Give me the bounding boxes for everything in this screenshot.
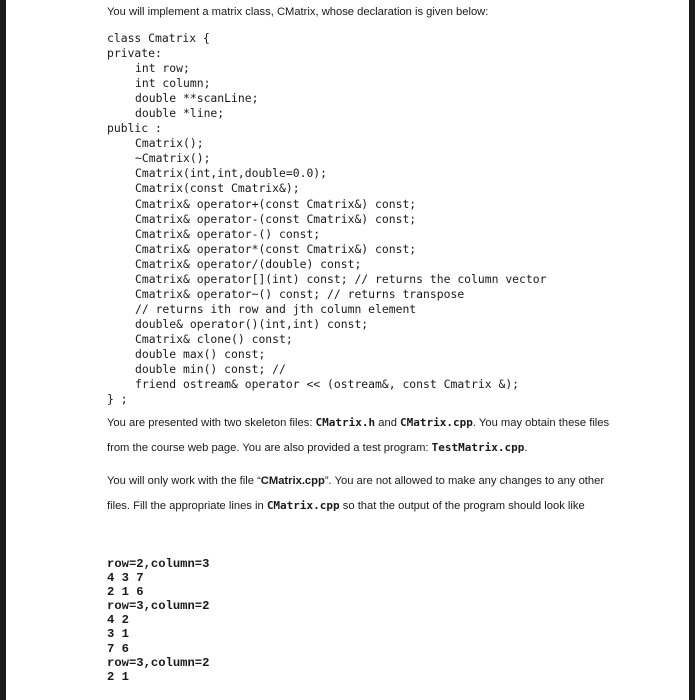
code-line: double& operator()(int,int) const; — [135, 316, 369, 331]
code-line: class Cmatrix { — [107, 31, 210, 45]
instructions-paragraph — [107, 470, 627, 518]
code-line: } ; — [107, 392, 128, 407]
expected-output — [107, 557, 209, 684]
code-line: Cmatrix(int,int,double=0.0); — [135, 166, 328, 181]
code-line: Cmatrix& operator-() const; — [135, 226, 321, 241]
code-line: double min() const; // — [135, 362, 286, 377]
output-line: 3 1 — [107, 627, 129, 642]
code-line: friend ostream& operator << (ostream&, const Cmatrix &); — [135, 377, 520, 392]
paragraph-text: so that the output of the program should look like — [339, 499, 585, 512]
filename-cmatrix-cpp: CMatrix.cpp — [266, 498, 340, 512]
output-line: row=3,column=2 — [107, 655, 210, 670]
code-line: double *line; — [135, 106, 225, 121]
code-line: Cmatrix& operator*(const Cmatrix&) const; — [135, 241, 417, 256]
output-line: row=2,column=3 — [107, 557, 210, 571]
code-line: Cmatrix(const Cmatrix&); — [135, 181, 300, 196]
code-line: Cmatrix& operator~() const; // returns transpose — [135, 286, 465, 301]
code-line: Cmatrix& operator+(const Cmatrix&) const; — [135, 196, 417, 211]
filename-testmatrix-cpp: TestMatrix.cpp — [431, 440, 525, 454]
output-line: row=3,column=2 — [107, 599, 210, 614]
code-line: Cmatrix& operator-(const Cmatrix&) const; — [135, 211, 417, 226]
filename-cmatrix-cpp: CMatrix.cpp — [260, 475, 325, 487]
paragraph-text: . You may obtain these files from the course web page. You are also provided a test program: — [107, 417, 610, 454]
output-line: 4 3 7 — [107, 571, 144, 586]
code-line: ~Cmatrix(); — [135, 151, 211, 166]
code-line: Cmatrix& clone() const; — [135, 331, 293, 346]
paragraph-text: and — [375, 417, 401, 429]
code-line: Cmatrix& operator[](int) const; // returns the column vector — [135, 271, 547, 286]
document-page — [6, 0, 689, 700]
code-line: Cmatrix& operator/(double) const; — [135, 256, 362, 271]
output-line: 4 2 — [107, 613, 129, 628]
code-line: private: — [107, 46, 162, 61]
filename-cmatrix-cpp: CMatrix.cpp — [400, 416, 473, 429]
code-line: Cmatrix(); — [135, 136, 204, 151]
output-line: 2 1 — [107, 669, 129, 684]
code-line: double **scanLine; — [135, 91, 259, 106]
code-line: // returns ith row and jth column element — [135, 301, 417, 316]
paragraph-text: You will only work with the file “ — [107, 475, 261, 487]
paragraph-text: ”. You are not allowed to make any changes to any other files. Fill the appropriate lines in — [107, 475, 605, 512]
code-line: int row; — [135, 61, 190, 76]
output-line: 2 1 6 — [107, 585, 144, 600]
code-line: public : — [107, 121, 162, 136]
paragraph-text: . — [524, 441, 528, 454]
code-line: int column; — [135, 76, 211, 91]
skeleton-files-paragraph — [107, 411, 627, 460]
code-line: double max() const; — [135, 346, 266, 361]
output-line: 7 6 — [107, 641, 129, 656]
paragraph-text: You are presented with two skeleton files: — [107, 417, 316, 429]
filename-cmatrix-h: CMatrix.h — [315, 416, 376, 429]
class-declaration-code — [107, 31, 546, 407]
intro-text: You will implement a matrix class, CMatrix, whose declaration is given below: — [107, 6, 489, 18]
